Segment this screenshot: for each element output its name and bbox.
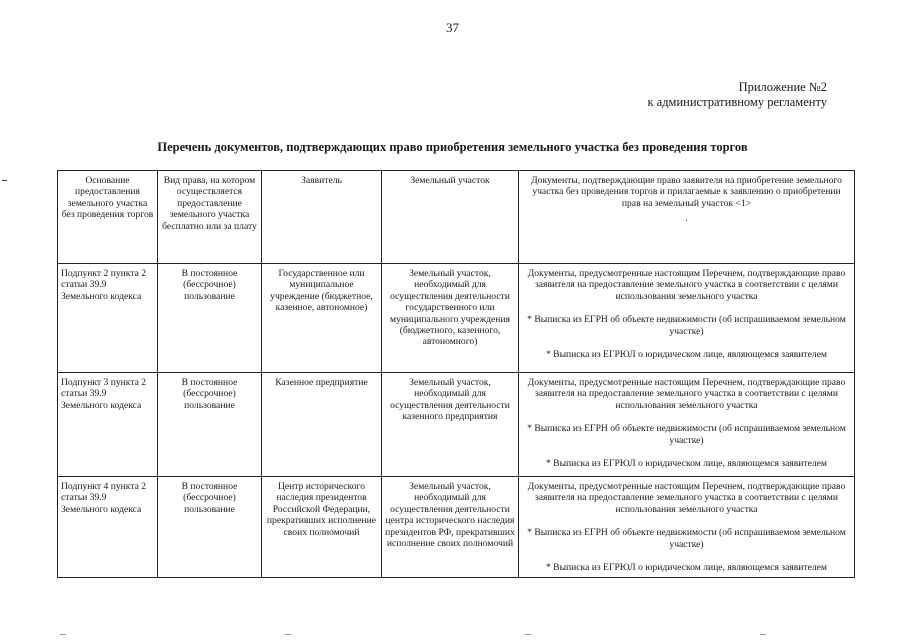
egrul-extract-item: * Выписка из ЕГРЮЛ о юридическом лице, являющемся заявителем xyxy=(545,562,827,574)
cell-documents xyxy=(519,373,855,477)
egrul-extract-item: * Выписка из ЕГРЮЛ о юридическом лице, являющемся заявителем xyxy=(545,349,827,361)
table-row xyxy=(58,477,855,578)
egrn-extract-item: * Выписка из ЕГРН об объекте недвижимости (об испрашиваемом земельном участке) xyxy=(527,314,846,337)
documents-main-text: Документы, предусмотренные настоящим Перечнем, подтверждающие право заявителя на предоставление земельного участка в соответствии с целями использования земельного участка xyxy=(527,481,846,515)
scan-edge-mark xyxy=(2,180,7,181)
table-row xyxy=(58,264,855,373)
cell-documents xyxy=(519,477,855,578)
cell-basis: Подпункт 2 пункта 2 статьи 39.9 Земельного кодекса xyxy=(58,264,158,373)
header-documents xyxy=(519,171,855,264)
cell-right-type: В постоянное (бессрочное) пользование xyxy=(158,373,262,477)
cell-land-plot: Земельный участок, необходимый для осуществления деятельности государственного или муниципального учреждения (бюджетного, казенного, автономного) xyxy=(382,264,519,373)
documents-main-text: Документы, предусмотренные настоящим Перечнем, подтверждающие право заявителя на предоставление земельного участка в соответствии с целями использования земельного участка xyxy=(527,268,846,302)
documents-main-text: Документы, предусмотренные настоящим Перечнем, подтверждающие право заявителя на предоставление земельного участка в соответствии с целями использования земельного участка xyxy=(527,377,846,411)
appendix-line-2: к административному регламенту xyxy=(647,95,827,109)
appendix-heading xyxy=(647,80,827,110)
header-applicant: Заявитель xyxy=(262,171,382,264)
cell-applicant: Государственное или муниципальное учреждение (бюджетное, казенное, автономное) xyxy=(262,264,382,373)
cell-right-type: В постоянное (бессрочное) пользование xyxy=(158,477,262,578)
table-header-row xyxy=(58,171,855,264)
cell-land-plot: Земельный участок, необходимый для осуществления деятельности казенного предприятия xyxy=(382,373,519,477)
table-row xyxy=(58,373,855,477)
cell-applicant: Казенное предприятие xyxy=(262,373,382,477)
header-dot: . xyxy=(685,213,688,225)
documents-table xyxy=(57,170,855,578)
cell-applicant: Центр исторического наследия президентов Российской Федерации, прекративших исполнение своих полномочий xyxy=(262,477,382,578)
egrn-extract-item: * Выписка из ЕГРН об объекте недвижимости (об испрашиваемом земельном участке) xyxy=(527,423,846,446)
egrul-extract-item: * Выписка из ЕГРЮЛ о юридическом лице, являющемся заявителем xyxy=(545,458,827,470)
header-land-plot: Земельный участок xyxy=(382,171,519,264)
cell-basis: Подпункт 3 пункта 2 статьи 39.9 Земельного кодекса xyxy=(58,373,158,477)
cell-right-type: В постоянное (бессрочное) пользование xyxy=(158,264,262,373)
header-right-type: Вид права, на котором осуществляется предоставление земельного участка бесплатно или за плату xyxy=(158,171,262,264)
appendix-line-1: Приложение №2 xyxy=(738,80,827,94)
cell-documents xyxy=(519,264,855,373)
header-basis: Основание предоставления земельного участка без проведения торгов xyxy=(58,171,158,264)
egrn-extract-item: * Выписка из ЕГРН об объекте недвижимости (об испрашиваемом земельном участке) xyxy=(527,527,846,550)
header-documents-text: Документы, подтверждающие право заявителя на приобретение земельного участка без проведения торгов и прилагаемые к заявлению о приобретении прав на земельный участок <1> xyxy=(531,175,842,209)
page-number: 37 xyxy=(446,20,459,35)
cell-basis: Подпункт 4 пункта 2 статьи 39.9 Земельного кодекса xyxy=(58,477,158,578)
scan-bottom-mark xyxy=(760,634,766,635)
cell-land-plot: Земельный участок, необходимый для осуществления деятельности центра исторического наследия президентов РФ, прекративших исполнение своих полномочий xyxy=(382,477,519,578)
scan-bottom-mark xyxy=(60,634,66,635)
scan-bottom-mark xyxy=(525,634,531,635)
scan-bottom-mark xyxy=(285,634,291,635)
document-title: Перечень документов, подтверждающих право приобретения земельного участка без проведения торгов xyxy=(157,140,748,154)
